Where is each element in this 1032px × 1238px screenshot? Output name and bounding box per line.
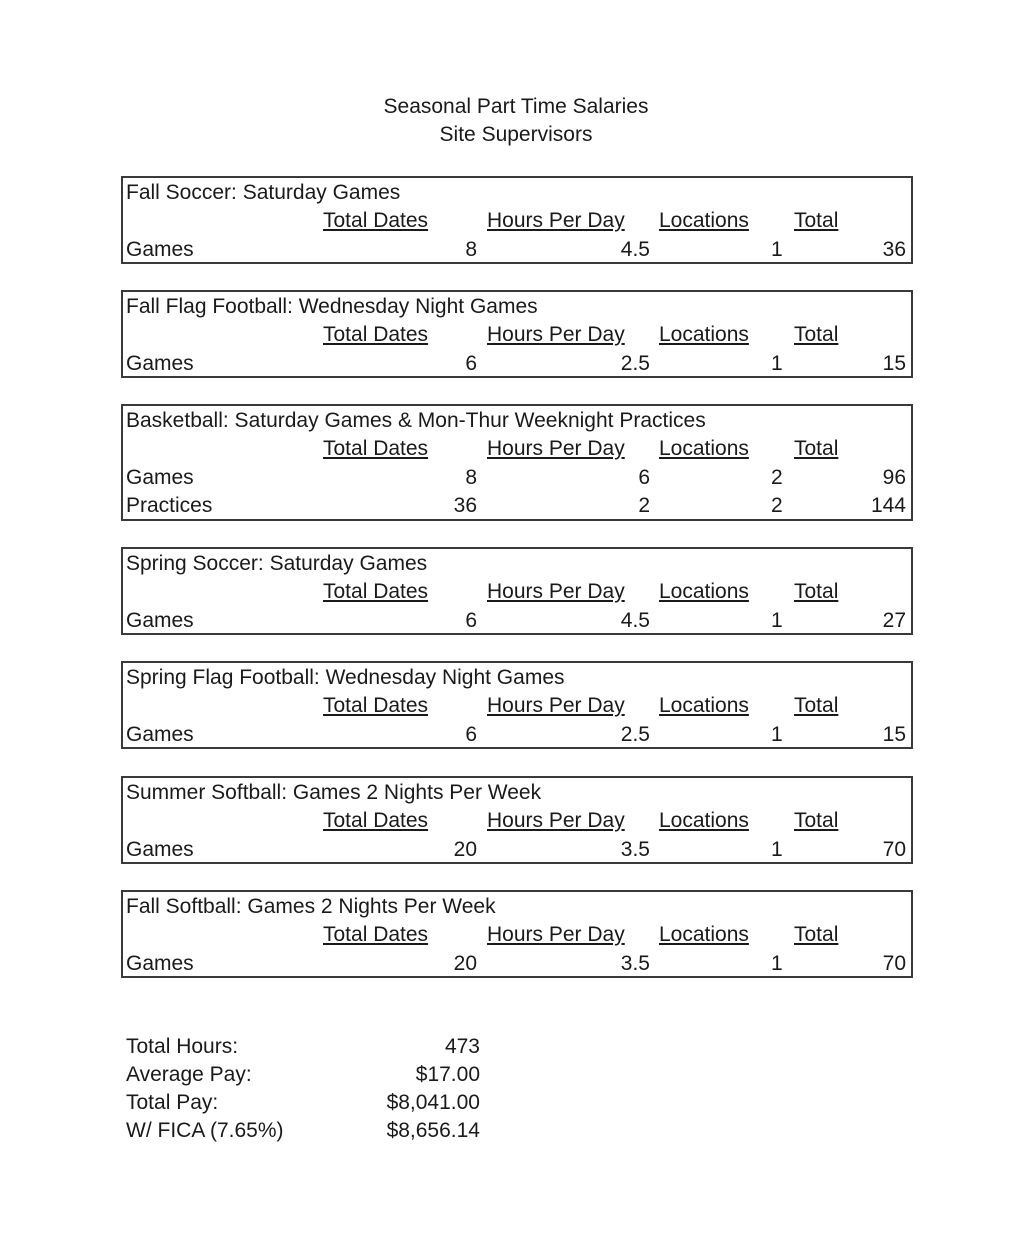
cell-hours-per-day: 2.5 [620,723,650,746]
row-label: Games [126,723,194,746]
cell-total: 15 [882,352,906,375]
section-block [121,290,913,378]
header-total: Total [794,209,839,232]
header-hours-per-day: Hours Per Day [487,437,625,460]
table-row [123,236,911,264]
table-row [123,464,911,492]
header-locations: Locations [659,323,749,346]
header-total-dates: Total Dates [323,809,429,832]
header-total-dates: Total Dates [323,323,429,346]
cell-total: 15 [882,723,906,746]
row-label: Games [126,838,194,861]
cell-total-dates: 8 [465,238,477,261]
cell-hours-per-day: 6 [638,466,650,489]
cell-total: 27 [882,609,906,632]
cell-total-dates: 36 [453,494,477,517]
summary-row [126,1117,486,1145]
section-block [121,404,913,521]
header-total: Total [794,809,839,832]
cell-hours-per-day: 4.5 [620,609,650,632]
section-block [121,890,913,978]
summary-value: $8,656.14 [386,1119,480,1142]
header-total: Total [794,923,839,946]
cell-total-dates: 6 [465,609,477,632]
section-title: Fall Soccer: Saturday Games [126,181,401,204]
header-locations: Locations [659,209,749,232]
row-label: Games [126,466,194,489]
header-total: Total [794,580,839,603]
summary-label: Total Pay: [126,1091,219,1114]
header-hours-per-day: Hours Per Day [487,323,625,346]
header-hours-per-day: Hours Per Day [487,209,625,232]
cell-total: 70 [882,838,906,861]
cell-hours-per-day: 4.5 [620,238,650,261]
page-subtitle: Site Supervisors [439,123,593,146]
cell-hours-per-day: 3.5 [620,952,650,975]
cell-hours-per-day: 3.5 [620,838,650,861]
summary-row [126,1089,486,1117]
section-title: Spring Flag Football: Wednesday Night Games [126,666,565,689]
table-row [123,836,911,864]
row-label: Games [126,238,194,261]
page-title: Seasonal Part Time Salaries [383,95,649,118]
table-row [123,950,911,978]
cell-total-dates: 6 [465,723,477,746]
cell-total-dates: 20 [453,838,477,861]
cell-total-dates: 20 [453,952,477,975]
section-title: Summer Softball: Games 2 Nights Per Week [126,781,542,804]
row-label: Practices [126,494,213,517]
summary-label: Total Hours: [126,1035,239,1058]
section-title: Basketball: Saturday Games & Mon-Thur Weeknight Practices [126,409,706,432]
summary-value: $17.00 [415,1063,480,1086]
header-total: Total [794,323,839,346]
cell-hours-per-day: 2.5 [620,352,650,375]
row-label: Games [126,352,194,375]
summary-label: W/ FICA (7.65%) [126,1119,284,1142]
header-locations: Locations [659,809,749,832]
cell-locations: 1 [771,352,783,375]
cell-total-dates: 6 [465,352,477,375]
cell-locations: 1 [771,238,783,261]
summary-row [126,1061,486,1089]
header-hours-per-day: Hours Per Day [487,923,625,946]
summary-label: Average Pay: [126,1063,252,1086]
header-hours-per-day: Hours Per Day [487,694,625,717]
section-block [121,661,913,749]
table-row [123,607,911,635]
section-title: Spring Soccer: Saturday Games [126,552,428,575]
summary-value: $8,041.00 [386,1091,480,1114]
cell-total: 36 [882,238,906,261]
header-total: Total [794,694,839,717]
section-title: Fall Softball: Games 2 Nights Per Week [126,895,496,918]
header-total-dates: Total Dates [323,580,429,603]
summary-row [126,1033,486,1061]
header-locations: Locations [659,437,749,460]
cell-total: 144 [870,494,906,517]
header-total-dates: Total Dates [323,437,429,460]
summary-block [126,1033,486,1145]
cell-total: 96 [882,466,906,489]
header-hours-per-day: Hours Per Day [487,580,625,603]
table-row [123,350,911,378]
header-total-dates: Total Dates [323,923,429,946]
cell-hours-per-day: 2 [638,494,650,517]
cell-locations: 1 [771,952,783,975]
header-locations: Locations [659,580,749,603]
header-total: Total [794,437,839,460]
row-label: Games [126,952,194,975]
cell-locations: 1 [771,838,783,861]
cell-locations: 1 [771,723,783,746]
table-row [123,721,911,749]
section-block [121,176,913,264]
section-block [121,776,913,864]
cell-locations: 2 [771,494,783,517]
header-locations: Locations [659,923,749,946]
section-title: Fall Flag Football: Wednesday Night Games [126,295,538,318]
summary-value: 473 [444,1035,480,1058]
section-block [121,547,913,635]
table-row [123,492,911,520]
cell-total: 70 [882,952,906,975]
header-hours-per-day: Hours Per Day [487,809,625,832]
header-total-dates: Total Dates [323,694,429,717]
cell-locations: 1 [771,609,783,632]
header-total-dates: Total Dates [323,209,429,232]
cell-total-dates: 8 [465,466,477,489]
row-label: Games [126,609,194,632]
cell-locations: 2 [771,466,783,489]
header-locations: Locations [659,694,749,717]
